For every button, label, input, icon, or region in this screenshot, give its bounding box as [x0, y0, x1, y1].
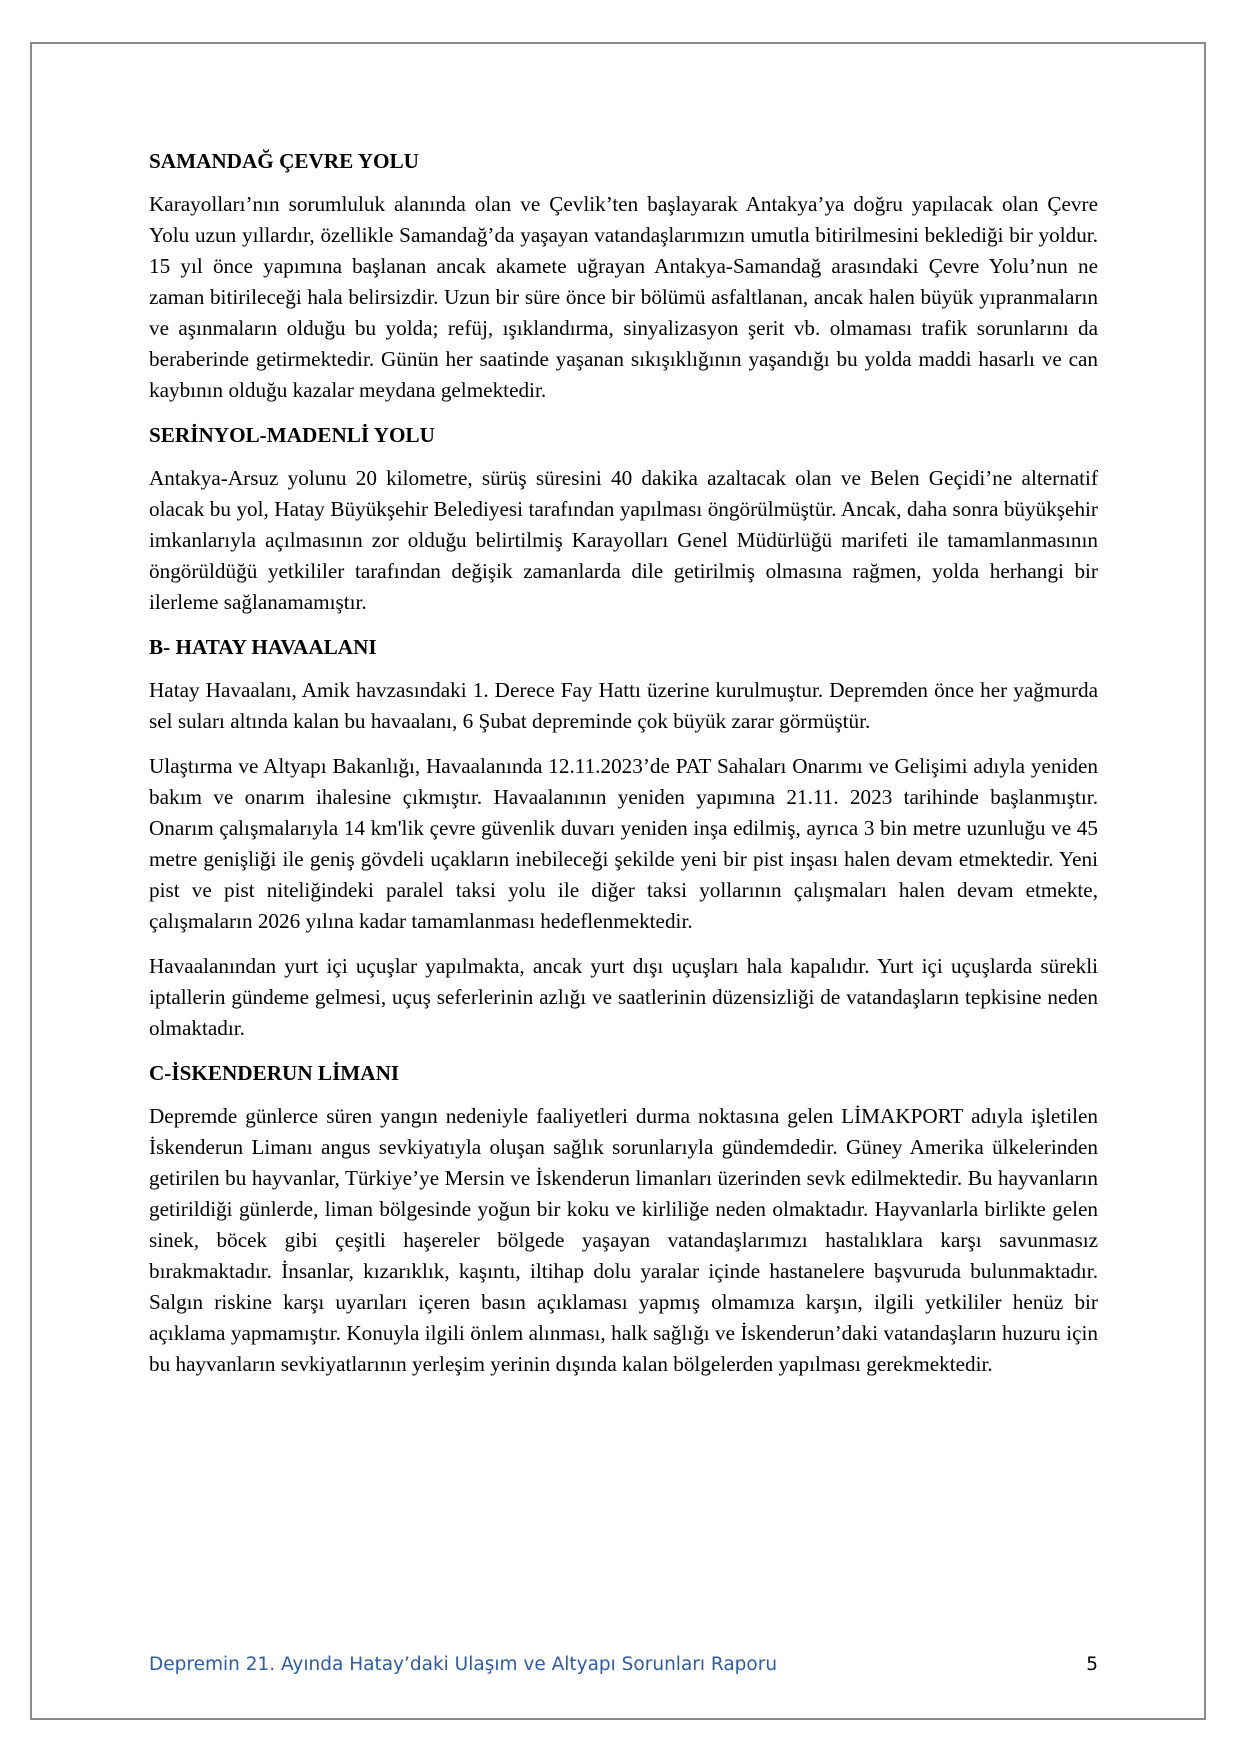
- paragraph: Karayolları’nın sorumluluk alanında olan ve Çevlik’ten başlayarak Antakya’ya doğru yapılacak olan Çevre Yolu uzun yıllardır, özellikle Samandağ’da yaşayan vatandaşlarımızın umutla bitirilmesini beklediği bir yoldur. 15 yıl önce yapımına başlanan ancak akamete uğrayan Antakya-Samandağ arasındaki Çevre Yolu’nun ne zaman bitirileceği hala belirsizdir. Uzun bir süre önce bir bölümü asfaltlanan, ancak halen büyük yıpranmaların ve aşınmaların olduğu bu yolda; refüj, ışıklandırma, sinyalizasyon şerit vb. olmaması trafik sorunlarını da beraberinde getirmektedir. Günün her saatinde yaşanan sıkışıklığının yaşandığı bu yolda maddi hasarlı ve can kaybının olduğu kazalar meydana gelmektedir.: [149, 192, 1098, 402]
- paragraph: Antakya-Arsuz yolunu 20 kilometre, sürüş süresini 40 dakika azaltacak olan ve Belen Geçidi’ne alternatif olacak bu yol, Hatay Büyükşehir Belediyesi tarafından yapılması öngörülmüştür. Ancak, daha sonra büyükşehir imkanlarıyla açılmasının zor olduğu belirtilmiş Karayolları Genel Müdürlüğü marifeti ile tamamlanmasının öngörüldüğü yetkililer tarafından değişik zamanlarda dile getirilmiş olmasına rağmen, yolda herhangi bir ilerleme sağlanamamıştır.: [149, 466, 1098, 614]
- section-heading: SERİNYOL-MADENLİ YOLU: [149, 423, 435, 447]
- document-body: [149, 146, 1098, 1394]
- section-heading: B- HATAY HAVAALANI: [149, 635, 377, 659]
- page-number: 5: [1086, 1654, 1098, 1675]
- page-footer: [149, 1654, 1098, 1684]
- section-samandag-cevre-yolu: [149, 146, 1098, 406]
- section-heading: SAMANDAĞ ÇEVRE YOLU: [149, 149, 419, 173]
- section-iskenderun-limani: [149, 1058, 1098, 1380]
- paragraph: Hatay Havaalanı, Amik havzasındaki 1. Derece Fay Hattı üzerine kurulmuştur. Depremden önce her yağmurda sel suları altında kalan bu havaalanı, 6 Şubat depreminde çok büyük zarar görmüştür.: [149, 678, 1098, 733]
- footer-title: Depremin 21. Ayında Hatay’daki Ulaşım ve Altyapı Sorunları Raporu: [149, 1654, 778, 1675]
- paragraph: Depremde günlerce süren yangın nedeniyle faaliyetleri durma noktasına gelen LİMAKPORT adıyla işletilen İskenderun Limanı angus sevkiyatıyla oluşan sağlık sorunlarıyla gündemdedir. Güney Amerika ülkelerinden getirilen bu hayvanlar, Türkiye’ye Mersin ve İskenderun limanları üzerinden sevk edilmektedir. Bu hayvanların getirildiği günlerde, liman bölgesinde yoğun bir koku ve kirliliğe neden olmaktadır. Hayvanlarla birlikte gelen sinek, böcek gibi çeşitli haşereler bölgede yaşayan vatandaşlarımızı hastalıklara karşı savunmasız bırakmaktadır. İnsanlar, kızarıklık, kaşıntı, iltihap dolu yaralar içinde hastanelere başvuruda bulunmaktadır. Salgın riskine karşı uyarıları içeren basın açıklaması yapmış olmamıza karşın, ilgili yetkililer henüz bir açıklama yapmamıştır. Konuyla ilgili önlem alınması, halk sağlığı ve İskenderun’daki vatandaşların huzuru için bu hayvanların sevkiyatlarının yerleşim yerinin dışında kalan bölgelerden yapılması gerekmektedir.: [149, 1104, 1098, 1376]
- paragraph: Havaalanından yurt içi uçuşlar yapılmakta, ancak yurt dışı uçuşları hala kapalıdır. Yurt içi uçuşlarda sürekli iptallerin gündeme gelmesi, uçuş seferlerinin azlığı ve saatlerinin düzensizliği de vatandaşların tepkisine neden olmaktadır.: [149, 954, 1098, 1040]
- section-hatay-havaalani: [149, 632, 1098, 1044]
- section-serinyol-madenli-yolu: [149, 420, 1098, 618]
- paragraph: Ulaştırma ve Altyapı Bakanlığı, Havaalanında 12.11.2023’de PAT Sahaları Onarımı ve Gelişimi adıyla yeniden bakım ve onarım ihalesine çıkmıştır. Havaalanının yeniden yapımına 21.11. 2023 tarihinde başlanmıştır. Onarım çalışmalarıyla 14 km'lik çevre güvenlik duvarı yeniden inşa edilmiş, ayrıca 3 bin metre uzunluğu ve 45 metre genişliği ile geniş gövdeli uçakların inebileceği şekilde yeni bir pist inşası halen devam etmektedir. Yeni pist ve pist niteliğindeki paralel taksi yolu ile diğer taksi yollarının çalışmaları halen devam etmekte, çalışmaların 2026 yılına kadar tamamlanması hedeflenmektedir.: [149, 754, 1098, 933]
- section-heading: C-İSKENDERUN LİMANI: [149, 1061, 400, 1085]
